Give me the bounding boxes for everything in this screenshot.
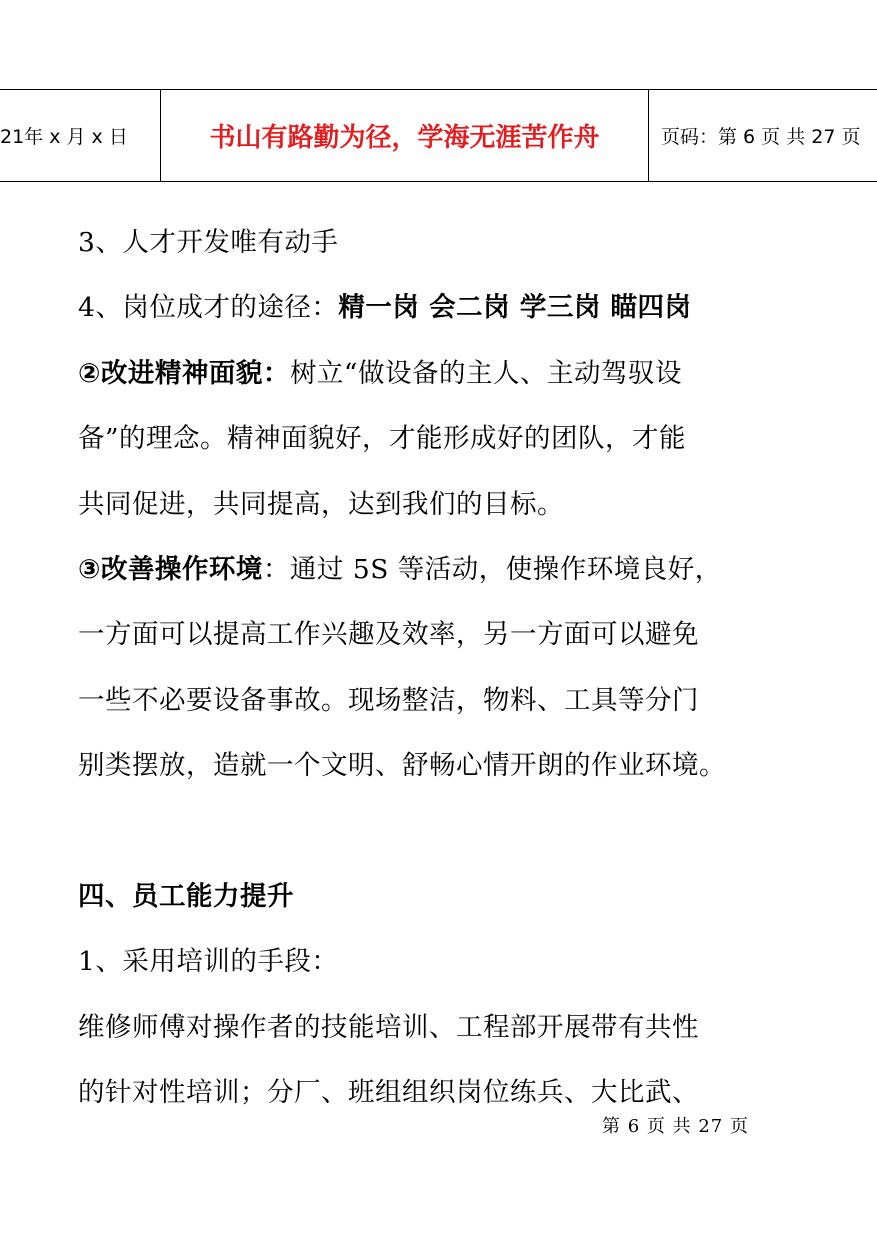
page-footer [602,1112,762,1138]
paragraph-line [78,668,798,733]
paragraph-line [78,210,798,275]
line-text: 维修师傅对操作者的技能培训、工程部开展带有共性 [78,1011,699,1043]
line-text: 共同促进，共同提高，达到我们的目标。 [78,488,564,520]
paragraph-line [78,406,798,471]
line-text: 一方面可以提高工作兴趣及效率，另一方面可以避免 [78,619,699,651]
section-heading-text: 四、员工能力提升 [78,880,294,912]
header-date [0,90,161,181]
header-date-text: 21年 x 月 x 日 [0,126,128,148]
paragraph-line [78,537,798,602]
line-text: 1、采用培训的手段： [78,946,339,978]
header-motto-text: 书山有路勤为径，学海无涯苦作舟 [209,123,600,153]
line-text: 一些不必要设备事故。现场整洁，物料、工具等分门 [78,684,699,716]
line-text: 别类摆放，造就一个文明、舒畅心情开朗的作业环境。 [78,750,726,782]
paragraph-line [78,275,798,340]
header-page-info-text: 页码：第 6 页 共 27 页 [661,126,861,148]
subheading-environment: ③改善操作环境 [78,553,263,585]
section-heading [78,864,798,929]
line-text: 4、岗位成才的途径： [78,292,339,324]
line-text: 树立“做设备的主人、主动驾驭设 [289,357,682,389]
paragraph-line [78,733,798,798]
paragraph-line [78,929,798,994]
document-body [78,210,798,1125]
line-text: 的针对性培训；分厂、班组组织岗位练兵、大比武、 [78,1077,699,1109]
paragraph-line [78,602,798,667]
footer-page-number: 第 6 页 共 27 页 [602,1116,749,1137]
blank-line [78,799,798,864]
paragraph-line [78,472,798,537]
page-header [0,89,877,182]
paragraph-line [78,995,798,1060]
subheading-spirit: ②改进精神面貌： [78,357,290,389]
line-bold-text: 精一岗 会二岗 学三岗 瞄四岗 [338,292,692,324]
header-motto [161,90,649,181]
line-text: ：通过 5S 等活动，使操作环境良好， [262,553,722,585]
line-text: 3、人才开发唯有动手 [78,227,339,258]
line-text: 备”的理念。精神面貌好，才能形成好的团队，才能 [78,423,687,455]
header-page-info [649,90,877,181]
paragraph-line [78,341,798,406]
